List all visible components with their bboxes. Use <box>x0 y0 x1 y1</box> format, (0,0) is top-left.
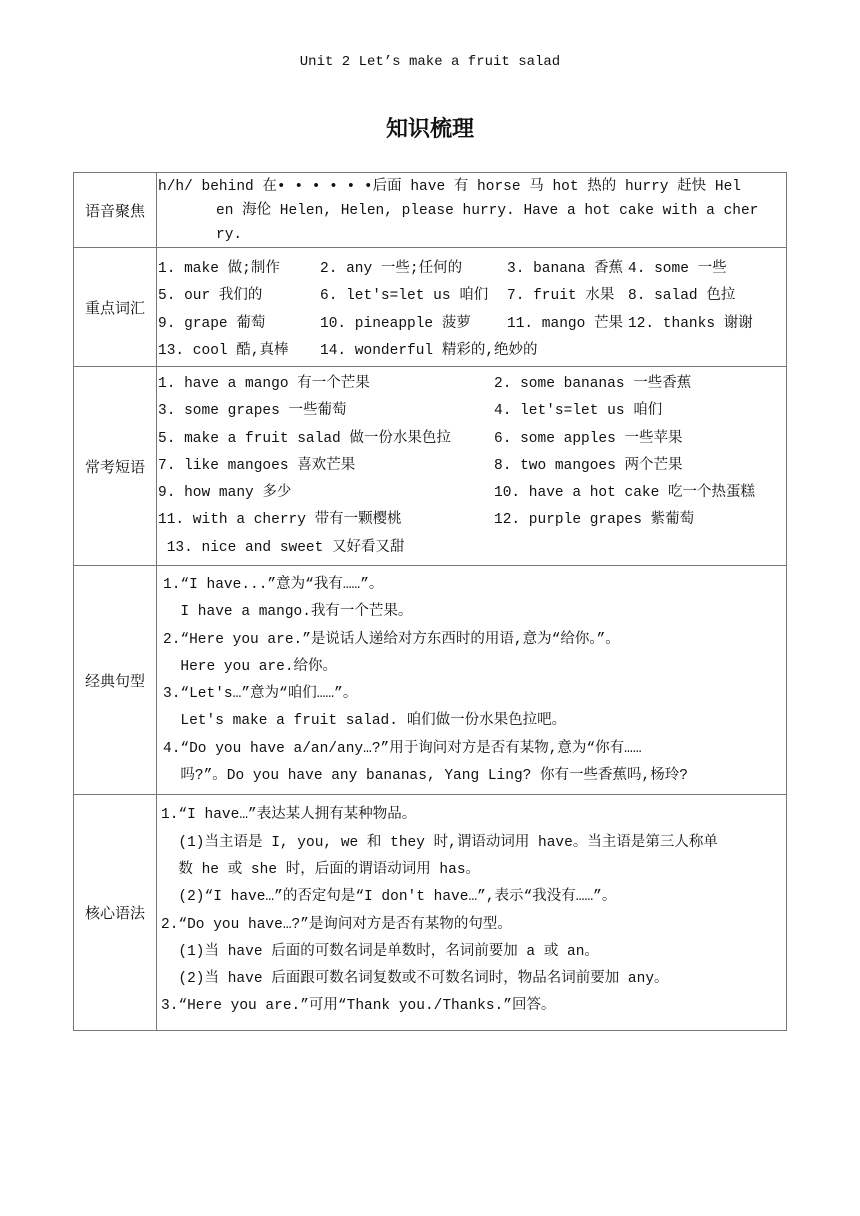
phrase-item: 6. some apples 一些苹果 <box>494 430 683 447</box>
table-row <box>74 248 787 367</box>
row-label-grammar: 核心语法 <box>74 795 157 1031</box>
knowledge-table <box>73 172 787 1031</box>
phrase-item: 4. let's=let us 咱们 <box>494 403 663 420</box>
text-line: 数 he 或 she 时，后面的谓语动词用 has。 <box>161 861 481 878</box>
vocab-item: 9. grape 葡萄 <box>158 315 266 332</box>
text-line: 吗?”。Do you have any bananas, Yang Ling? 你有一些香蕉吗,杨玲? <box>163 768 688 785</box>
page-title: 知识梳理 <box>385 117 474 142</box>
vocab-item: 5. our 我们的 <box>158 288 263 305</box>
phrase-item: 5. make a fruit salad 做一份水果色拉 <box>158 430 451 447</box>
table-row <box>74 566 787 795</box>
row-label-phrases: 常考短语 <box>74 367 157 566</box>
pronunciation-cell <box>157 173 787 248</box>
text-line: 2.“Here you are.”是说话人递给对方东西时的用语,意为“给你。”。 <box>163 631 620 648</box>
phrase-item: 11. with a cherry 带有一颗樱桃 <box>158 512 402 529</box>
vocab-item: 14. wonderful 精彩的,绝妙的 <box>320 342 538 359</box>
vocab-item: 1. make 做;制作 <box>158 261 280 277</box>
text-line: h/h/ behind 在• • • • • •后面 have 有 horse 马 hot 热的 hurry 赶快 Hel <box>158 179 741 195</box>
vocab-item: 8. salad 色拉 <box>628 288 736 305</box>
text-line: 4.“Do you have a/an/any…?”用于询问对方是否有某物,意为“你有…… <box>163 740 642 757</box>
phrase-item: 12. purple grapes 紫葡萄 <box>494 512 695 529</box>
phrase-item: 1. have a mango 有一个芒果 <box>158 376 370 392</box>
table-row <box>74 173 787 248</box>
text-line: (2)当 have 后面跟可数名词复数或不可数名词时，物品名词前要加 any。 <box>161 971 669 988</box>
text-line: 1.“I have...”意为“我有……”。 <box>163 577 384 593</box>
phrase-item: 13. nice and sweet 又好看又甜 <box>158 539 405 556</box>
vocabulary-cell <box>157 248 787 367</box>
row-label-vocabulary: 重点词汇 <box>74 248 157 367</box>
page-header: Unit 2 Let’s make a fruit salad <box>299 54 561 70</box>
text-line: 2.“Do you have…?”是询问对方是否有某物的句型。 <box>161 916 512 933</box>
text-line: Let's make a fruit salad. 咱们做一份水果色拉吧。 <box>163 713 567 730</box>
text-line: ry. <box>216 227 243 243</box>
vocab-item: 7. fruit 水果 <box>507 288 615 305</box>
vocab-item: 13. cool 酷,真棒 <box>158 342 289 359</box>
row-label-sentences: 经典句型 <box>74 566 157 795</box>
grammar-cell <box>157 795 787 1031</box>
sentences-cell <box>157 566 787 795</box>
text-line: 1.“I have…”表达某人拥有某种物品。 <box>161 807 417 824</box>
phrase-item: 2. some bananas 一些香蕉 <box>494 376 692 392</box>
phrases-cell <box>157 367 787 566</box>
text-line: 3.“Let's…”意为“咱们……”。 <box>163 686 358 703</box>
vocab-item: 10. pineapple 菠萝 <box>320 315 471 332</box>
text-line: 3.“Here you are.”可用“Thank you./Thanks.”回答。 <box>161 998 556 1015</box>
text-line: (1)当 have 后面的可数名词是单数时，名词前要加 a 或 an。 <box>161 943 599 960</box>
phrase-item: 7. like mangoes 喜欢芒果 <box>158 457 356 474</box>
vocab-item: 12. thanks 谢谢 <box>628 315 753 332</box>
text-line: I have a mango.我有一个芒果。 <box>163 604 413 621</box>
vocab-item: 6. let's=let us 咱们 <box>320 288 489 305</box>
text-line: (2)“I have…”的否定句是“I don't have…”,表示“我没有……”。 <box>161 889 617 906</box>
phrase-item: 10. have a hot cake 吃一个热蛋糕 <box>494 485 756 502</box>
text-line: (1)当主语是 I, you, we 和 they 时,谓语动词用 have。当主语是第三人称单 <box>161 834 718 851</box>
vocab-item: 4. some 一些 <box>628 261 727 277</box>
phrase-item: 3. some grapes 一些葡萄 <box>158 403 347 420</box>
phrase-item: 8. two mangoes 两个芒果 <box>494 457 683 474</box>
row-label-pronunciation: 语音聚焦 <box>74 173 157 248</box>
vocab-item: 11. mango 芒果 <box>507 315 624 332</box>
vocab-item: 2. any 一些;任何的 <box>320 261 463 277</box>
text-line: en 海伦 Helen, Helen, please hurry. Have a hot cake with a cher <box>216 203 759 219</box>
table-row <box>74 795 787 1031</box>
phrase-item: 9. how many 多少 <box>158 485 292 502</box>
vocab-item: 3. banana 香蕉 <box>507 261 624 277</box>
table-row <box>74 367 787 566</box>
text-line: Here you are.给你。 <box>163 658 338 675</box>
